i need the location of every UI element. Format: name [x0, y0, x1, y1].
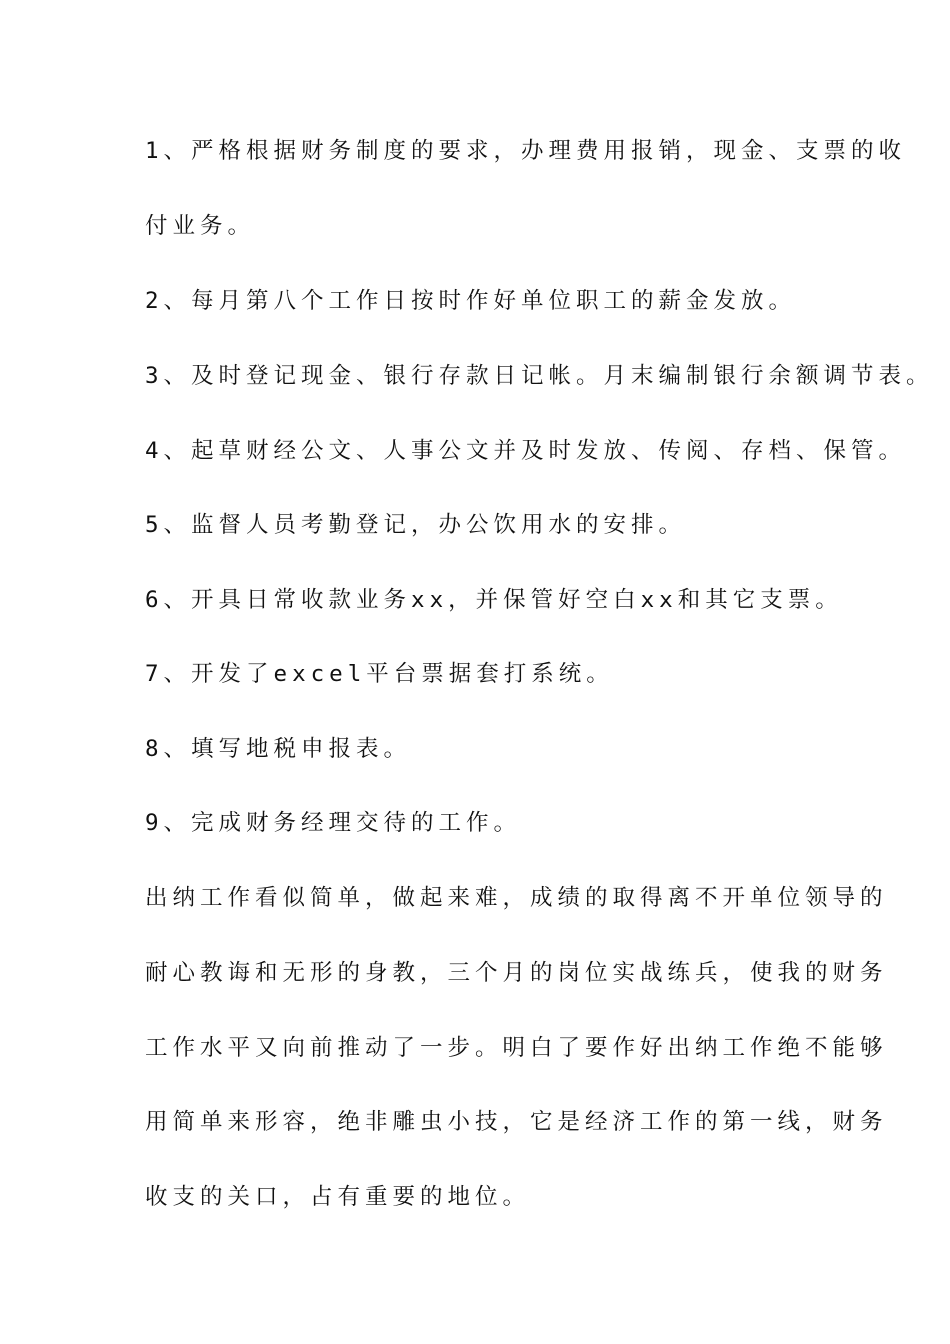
paragraph-line-2: 耐心教诲和无形的身教，三个月的岗位实战练兵，使我的财务: [145, 960, 888, 986]
list-item-2: 2、每月第八个工作日按时作好单位职工的薪金发放。: [145, 288, 797, 314]
list-item-3: 3、及时登记现金、银行存款日记帐。月末编制银行余额调节表。: [145, 363, 934, 389]
list-item-1-line-2: 付业务。: [145, 213, 256, 239]
list-item-4: 4、起草财经公文、人事公文并及时发放、传阅、存档、保管。: [145, 438, 907, 464]
list-item-9: 9、完成财务经理交待的工作。: [145, 810, 522, 836]
paragraph-line-3: 工作水平又向前推动了一步。明白了要作好出纳工作绝不能够: [145, 1035, 888, 1061]
list-item-1-line-1: 1、严格根据财务制度的要求，办理费用报销，现金、支票的收: [145, 138, 907, 164]
paragraph-line-1: 出纳工作看似简单，做起来难，成绩的取得离不开单位领导的: [145, 885, 888, 911]
list-item-6: 6、开具日常收款业务xx，并保管好空白xx和其它支票。: [145, 587, 843, 613]
paragraph-line-5: 收支的关口，占有重要的地位。: [145, 1184, 531, 1210]
list-item-5: 5、监督人员考勤登记，办公饮用水的安排。: [145, 512, 687, 538]
paragraph-line-4: 用简单来形容，绝非雕虫小技，它是经济工作的第一线，财务: [145, 1109, 888, 1135]
list-item-8: 8、填写地税申报表。: [145, 736, 412, 762]
list-item-7: 7、开发了excel平台票据套打系统。: [145, 661, 614, 687]
